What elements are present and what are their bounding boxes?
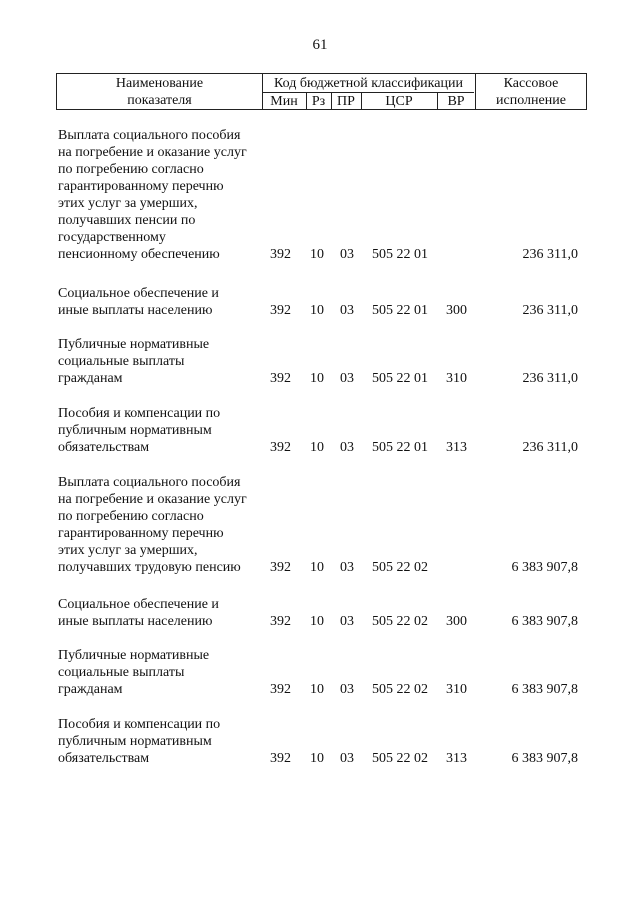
row-name-line: по погребению согласно (58, 509, 204, 524)
row-amount: 6 383 907,8 (511, 682, 578, 697)
row-csr: 505 22 02 (372, 560, 428, 575)
header-cash-line2: исполнение (496, 93, 566, 108)
row-name-line: иные выплаты населению (58, 303, 213, 318)
row-name-line: Выплата социального пособия (58, 475, 241, 490)
row-rz: 10 (310, 247, 324, 262)
row-min: 392 (270, 751, 291, 766)
row-amount: 236 311,0 (522, 440, 578, 455)
row-name-line: обязательствам (58, 440, 150, 455)
row-amount: 6 383 907,8 (511, 560, 578, 575)
row-name-line: на погребение и оказание услуг (58, 145, 247, 160)
row-name-line: гарантированному перечню (58, 526, 224, 541)
row-name-line: на погребение и оказание услуг (58, 492, 247, 507)
row-name-line: этих услуг за умерших, (58, 543, 198, 558)
row-name-line: Публичные нормативные (58, 648, 210, 663)
row-amount: 6 383 907,8 (511, 614, 578, 629)
row-vr: 300 (446, 614, 467, 629)
row-min: 392 (270, 614, 291, 629)
row-name-line: Социальное обеспечение и (58, 286, 219, 301)
row-name-line: Пособия и компенсации по (58, 406, 221, 421)
row-rz: 10 (310, 371, 324, 386)
row-min: 392 (270, 303, 291, 318)
row-amount: 236 311,0 (522, 247, 578, 262)
row-min: 392 (270, 682, 291, 697)
row-min: 392 (270, 371, 291, 386)
row-name-line: гражданам (58, 682, 123, 697)
row-pr: 03 (340, 371, 354, 386)
row-rz: 10 (310, 560, 324, 575)
row-rz: 10 (310, 614, 324, 629)
row-name-line: иные выплаты населению (58, 614, 213, 629)
row-name-line: Социальное обеспечение и (58, 597, 219, 612)
row-name-line: этих услуг за умерших, (58, 196, 198, 211)
row-vr: 310 (446, 682, 467, 697)
row-csr: 505 22 02 (372, 751, 428, 766)
row-name-line: пенсионному обеспечению (58, 247, 220, 262)
header-pr: ПР (337, 94, 355, 109)
row-vr: 300 (446, 303, 467, 318)
row-amount: 236 311,0 (522, 303, 578, 318)
row-min: 392 (270, 247, 291, 262)
row-pr: 03 (340, 303, 354, 318)
row-csr: 505 22 02 (372, 614, 428, 629)
row-amount: 236 311,0 (522, 371, 578, 386)
header-code-group: Код бюджетной классификации (274, 76, 463, 91)
row-name-line: получавших трудовую пенсию (58, 560, 241, 575)
header-min: Мин (270, 94, 298, 109)
row-pr: 03 (340, 440, 354, 455)
row-name-line: гарантированному перечню (58, 179, 224, 194)
row-pr: 03 (340, 247, 354, 262)
header-name-line2: показателя (127, 93, 192, 108)
row-csr: 505 22 01 (372, 371, 428, 386)
row-vr: 313 (446, 751, 467, 766)
row-name-line: публичным нормативным (58, 734, 212, 749)
row-min: 392 (270, 440, 291, 455)
row-name-line: Публичные нормативные (58, 337, 210, 352)
row-rz: 10 (310, 440, 324, 455)
row-name-line: получавших пенсии по (58, 213, 196, 228)
header-csr: ЦСР (385, 94, 413, 109)
row-pr: 03 (340, 751, 354, 766)
row-rz: 10 (310, 682, 324, 697)
table-header (56, 73, 587, 110)
header-vr: ВР (447, 94, 465, 109)
row-pr: 03 (340, 560, 354, 575)
row-vr: 313 (446, 440, 467, 455)
row-pr: 03 (340, 682, 354, 697)
row-name-line: социальные выплаты (58, 354, 185, 369)
row-name-line: Пособия и компенсации по (58, 717, 221, 732)
page-number: 61 (312, 37, 328, 53)
header-name-line1: Наименование (115, 76, 204, 91)
row-name-line: социальные выплаты (58, 665, 185, 680)
row-rz: 10 (310, 751, 324, 766)
header-cash-line1: Кассовое (503, 76, 559, 91)
row-name-line: государственному (58, 230, 166, 245)
row-csr: 505 22 01 (372, 303, 428, 318)
row-vr: 310 (446, 371, 467, 386)
row-name-line: обязательствам (58, 751, 150, 766)
row-pr: 03 (340, 614, 354, 629)
row-name-line: Выплата социального пособия (58, 128, 241, 143)
row-min: 392 (270, 560, 291, 575)
row-name-line: по погребению согласно (58, 162, 204, 177)
row-amount: 6 383 907,8 (511, 751, 578, 766)
row-name-line: публичным нормативным (58, 423, 212, 438)
row-csr: 505 22 01 (372, 440, 428, 455)
row-rz: 10 (310, 303, 324, 318)
row-csr: 505 22 02 (372, 682, 428, 697)
row-name-line: гражданам (58, 371, 123, 386)
row-csr: 505 22 01 (372, 247, 428, 262)
header-rz: Рз (311, 94, 326, 109)
